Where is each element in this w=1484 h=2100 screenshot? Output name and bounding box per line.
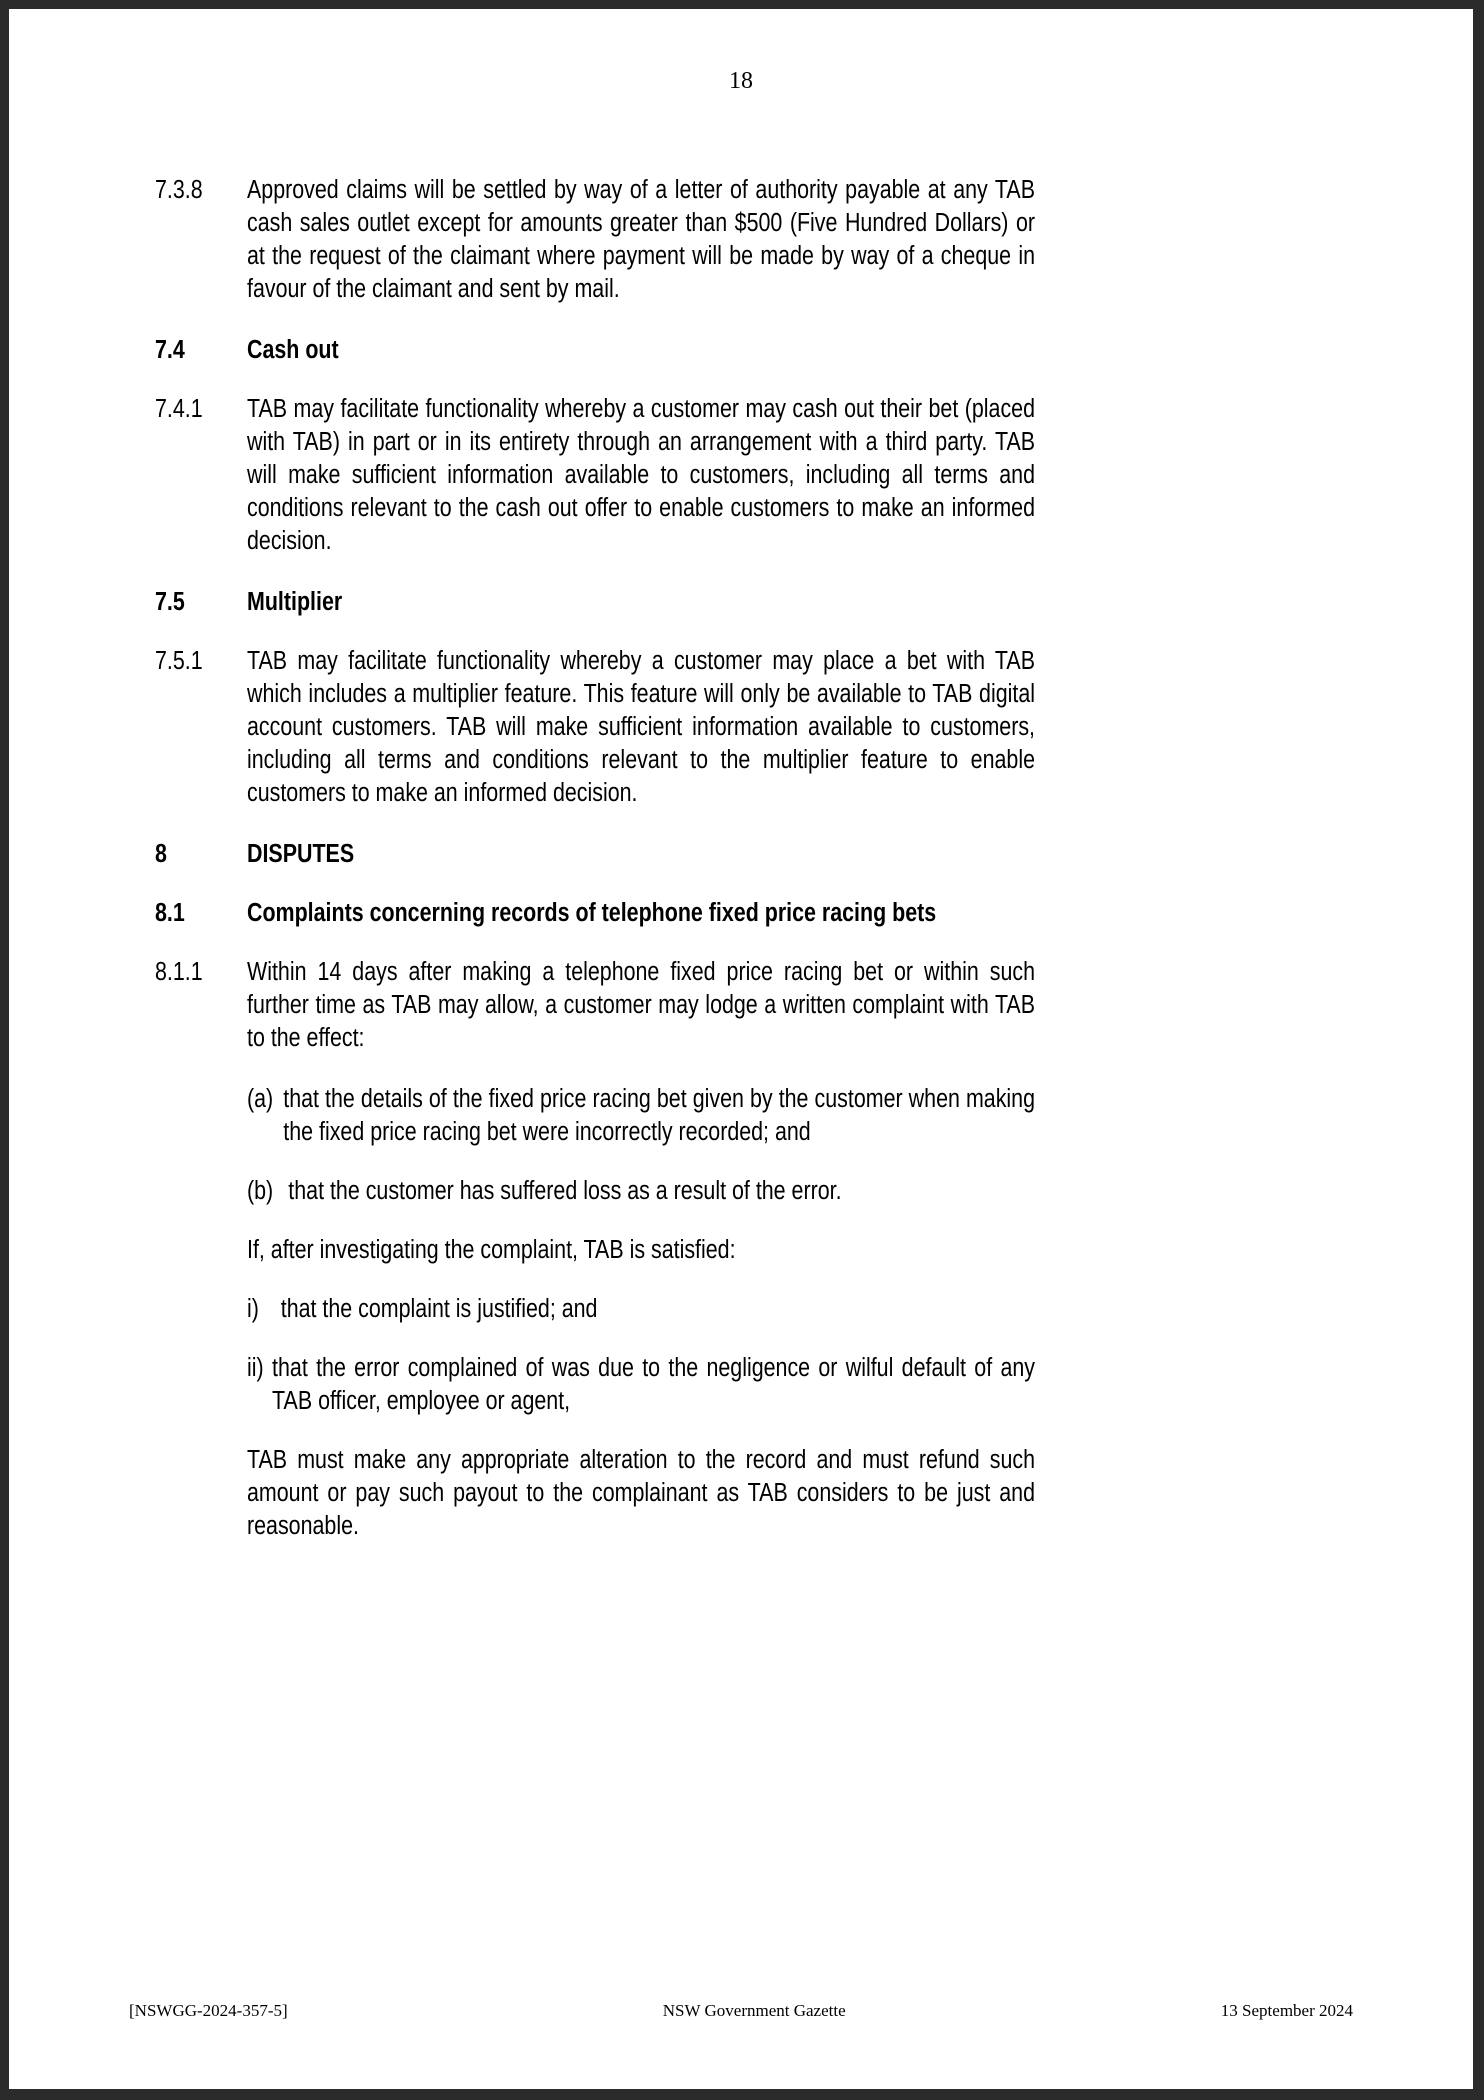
list-marker: i) (247, 1295, 259, 1323)
clause-number: 7.4.1 (155, 395, 203, 423)
list-marker: (a) (247, 1085, 274, 1113)
heading-8 (155, 838, 1035, 871)
page-footer (129, 2002, 1353, 2019)
clause-paragraph: Within 14 days after making a telephone fixed price racing bet or within such further time as TAB may allow, a customer may lodge a written complaint with TAB to the effect: (247, 958, 1036, 1052)
clause-7-3-8 (155, 174, 1035, 306)
footer-reference: [NSWGG-2024-357-5] (129, 2001, 288, 2020)
intermediate-paragraph: If, after investigating the complaint, TAB is satisfied: (247, 1236, 736, 1264)
heading-8-1 (155, 897, 1035, 930)
heading-label: Multiplier (247, 588, 343, 616)
heading-text (247, 897, 1035, 930)
heading-number: 8 (155, 840, 167, 868)
list-item (247, 1175, 1035, 1208)
heading-number: 7.4 (155, 336, 185, 364)
clause-7-4-1 (155, 393, 1035, 558)
clause-number: 7.5.1 (155, 647, 203, 675)
heading-7-4 (155, 334, 1035, 367)
list-marker: ii) (247, 1354, 264, 1382)
page-number: 18 (729, 68, 753, 94)
heading-text (247, 838, 1035, 871)
sub-item-list-alpha (247, 1083, 1035, 1543)
heading-number: 7.5 (155, 588, 185, 616)
clause-text (247, 645, 1035, 810)
list-item-text: that the details of the fixed price racing bet given by the customer when making the fixed price racing bet were incorrectly recorded; and (283, 1085, 1036, 1146)
clause-number: 8.1.1 (155, 958, 203, 986)
clause-8-1-1 (155, 956, 1035, 1055)
heading-7-5 (155, 586, 1035, 619)
footer-date: 13 September 2024 (1220, 2001, 1353, 2020)
list-item-text: that the complaint is justified; and (280, 1295, 598, 1323)
closing-paragraph: TAB must make any appropriate alteration to the record and must refund such amount or pay such payout to the complainant as TAB considers to be just and reasonable. (247, 1446, 1036, 1540)
heading-label: DISPUTES (247, 840, 355, 868)
heading-label: Complaints concerning records of telephone fixed price racing bets (247, 899, 937, 927)
list-item-text: that the customer has suffered loss as a result of the error. (288, 1177, 842, 1205)
heading-text (247, 334, 1035, 367)
list-item (247, 1293, 1035, 1326)
list-marker: (b) (247, 1177, 274, 1205)
list-item (247, 1352, 1035, 1418)
clause-7-5-1 (155, 645, 1035, 810)
document-content (155, 174, 1035, 1543)
clause-paragraph: TAB may facilitate functionality whereby a customer may cash out their bet (placed with TAB) in part or in its entirety through an arrangement with a third party. TAB will make sufficient information available to customers, including all terms and conditions relevant to the cash out offer to enable customers to make an informed decision. (247, 395, 1036, 555)
heading-number: 8.1 (155, 899, 185, 927)
heading-text (247, 586, 1035, 619)
footer-publication: NSW Government Gazette (662, 2001, 846, 2020)
clause-paragraph: TAB may facilitate functionality whereby a customer may place a bet with TAB which includes a multiplier feature. This feature will only be available to TAB digital account customers. TAB will make sufficient information available to customers, including all terms and conditions relevant to the multiplier feature to enable customers to make an informed decision. (247, 647, 1036, 807)
clause-text (247, 956, 1035, 1055)
list-item-text: that the error complained of was due to the negligence or wilful default of any TAB officer, employee or agent, (272, 1354, 1036, 1415)
clause-text (247, 174, 1035, 306)
clause-text (247, 393, 1035, 558)
list-item (247, 1083, 1035, 1149)
document-page (9, 9, 1473, 2089)
heading-label: Cash out (247, 336, 339, 364)
clause-paragraph: Approved claims will be settled by way of a letter of authority payable at any TAB cash sales outlet except for amounts greater than $500 (Five Hundred Dollars) or at the request of the claimant where payment will be made by way of a cheque in favour of the claimant and sent by mail. (247, 176, 1036, 303)
clause-number: 7.3.8 (155, 176, 203, 204)
